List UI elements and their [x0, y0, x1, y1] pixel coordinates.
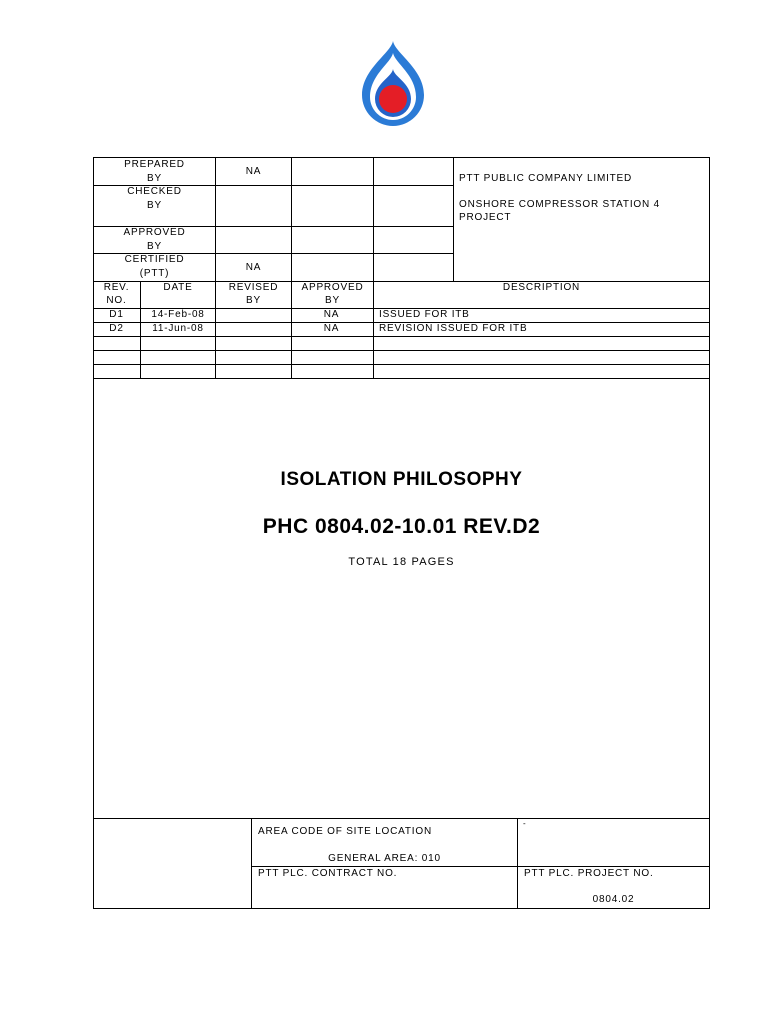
revision-approved-cell: NA — [323, 323, 340, 334]
label-line: BY — [147, 199, 162, 211]
rev-no-header — [93, 281, 140, 307]
label-line: BY — [147, 172, 162, 184]
document-number: PHC 0804.02-10.01 REV.D2 — [262, 515, 541, 538]
table-rule — [93, 818, 710, 819]
certified-ptt-value: NA — [245, 262, 262, 273]
project-name — [459, 198, 660, 224]
document-title: ISOLATION PHILOSOPHY — [280, 469, 523, 490]
label-line: BY — [147, 240, 162, 252]
ptt-logo-icon — [358, 39, 428, 129]
label-line: CHECKED — [127, 186, 182, 197]
date-header: DATE — [163, 282, 193, 293]
checked-by-label — [94, 185, 215, 212]
table-rule — [93, 350, 710, 351]
revision-rev-cell: D2 — [109, 323, 124, 334]
header-line: APPROVED — [301, 282, 364, 293]
company-name: PTT PUBLIC COMPANY LIMITED — [459, 173, 633, 184]
table-rule — [93, 336, 710, 337]
header-line: REVISED — [228, 282, 279, 293]
revised-by-header — [216, 281, 291, 307]
general-area: GENERAL AREA: 010 — [328, 853, 441, 864]
header-line: NO. — [106, 295, 127, 306]
project-no-value: 0804.02 — [592, 894, 635, 905]
revision-date-cell: 14-Feb-08 — [151, 309, 205, 320]
approved-by-header — [292, 281, 373, 307]
label-line: PREPARED — [124, 159, 185, 170]
area-code-value: - — [523, 819, 527, 828]
table-rule — [93, 378, 710, 379]
header-line: BY — [325, 295, 340, 306]
contract-no-label: PTT PLC. CONTRACT NO. — [258, 868, 398, 879]
label-line: CERTIFIED — [124, 254, 185, 265]
logo-core-circle — [379, 85, 407, 113]
header-line: BY — [246, 295, 261, 306]
page-count: TOTAL 18 PAGES — [348, 556, 455, 568]
revision-description-cell: REVISION ISSUED FOR ITB — [379, 323, 528, 334]
revision-rev-cell: D1 — [109, 309, 124, 320]
table-rule — [453, 157, 454, 282]
table-rule — [373, 157, 374, 379]
label-line: APPROVED — [123, 227, 186, 238]
prepared-by-label — [94, 158, 215, 185]
prepared-by-value: NA — [245, 166, 262, 177]
table-rule — [93, 364, 710, 365]
label-line: (PTT) — [139, 267, 170, 279]
approved-by-label — [94, 226, 215, 253]
table-rule — [291, 157, 292, 379]
revision-description-cell: ISSUED FOR ITB — [379, 309, 470, 320]
certified-ptt-label — [94, 253, 215, 280]
header-line: REV. — [103, 282, 130, 293]
project-name-line: ONSHORE COMPRESSOR STATION 4 — [459, 199, 660, 210]
project-no-label: PTT PLC. PROJECT NO. — [524, 868, 654, 879]
project-name-line: PROJECT — [459, 212, 512, 223]
revision-date-cell: 11-Jun-08 — [152, 323, 204, 334]
area-code-label: AREA CODE OF SITE LOCATION — [258, 826, 432, 837]
description-header: DESCRIPTION — [502, 282, 581, 293]
revision-approved-cell: NA — [323, 309, 340, 320]
